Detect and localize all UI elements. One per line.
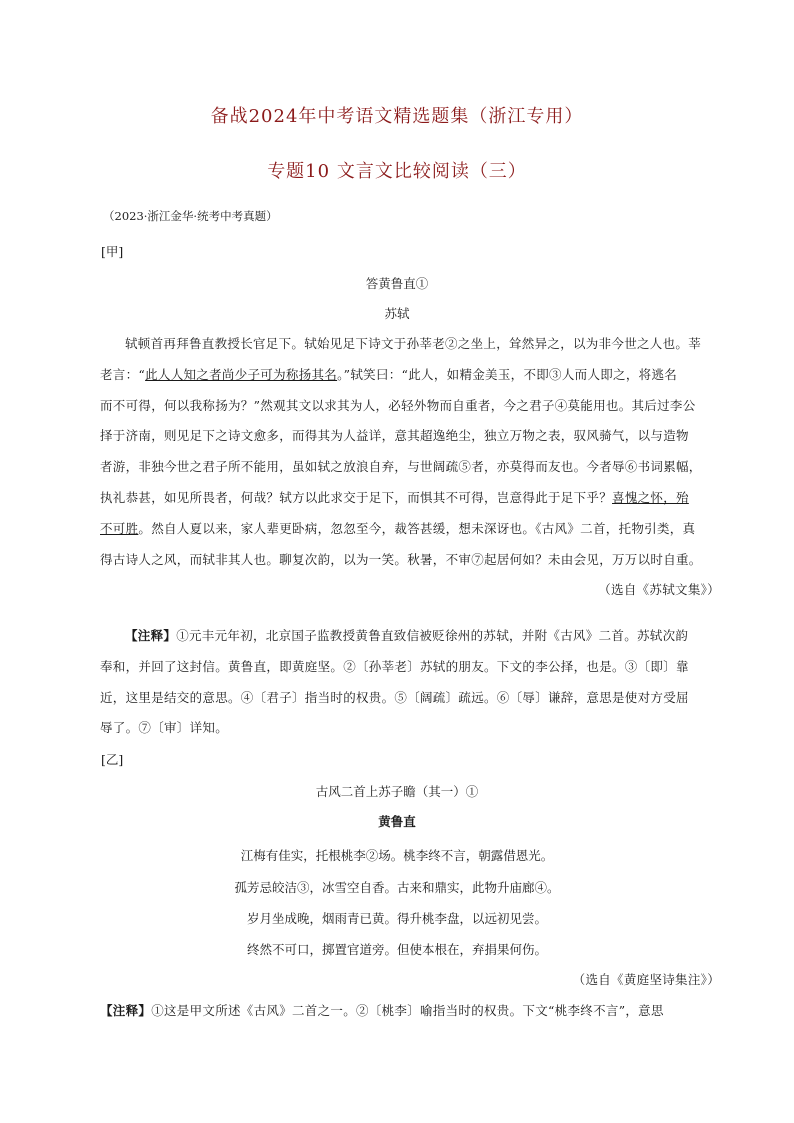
topic-title: 专题10 文言文比较阅读（三） (267, 161, 527, 182)
poem-line: 岁月坐成晚，烟雨青已黄。得升桃李盘，以远初见尝。 (246, 911, 547, 926)
poem-line: 孤芳忌皎洁③，冰雪空自香。古来和鼎实，此物升庙廊④。 (234, 880, 560, 895)
section-label-jia: [甲] (101, 244, 124, 259)
jia-line: 而不可得，何以我称扬为？”然观其文以求其为人，必轻外物而自重者，今之君子④莫能用也。其后过李公 (100, 397, 696, 413)
underlined-phrase: 不可胜 (100, 520, 139, 536)
yi-citation: （选自《黄庭坚诗集注》） (572, 972, 720, 987)
underlined-phrase: 喜愧之怀，殆 (612, 489, 689, 505)
collection-title: 备战2024年中考语文精选题集（浙江专用） (210, 106, 584, 127)
poem-line: 江梅有佳实，托根桃李②场。桃李终不言，朝露借恩光。 (240, 848, 554, 863)
jia-title: 答黄鲁直① (365, 276, 429, 291)
note-label: 【注释】 (100, 1003, 152, 1018)
jia-line-underlined: 执礼恭甚，如见所畏者，何哉？轼方以此求交于足下，而惧其不可得，岂意得此于足下乎？喜愧之怀，殆 (100, 489, 689, 505)
jia-note-line: 辱了。⑦〔审〕详知。 (100, 720, 229, 736)
jia-note-line: 【注释】①元丰元年初，北京国子监教授黄鲁直致信被贬徐州的苏轼，并附《古风》二首。苏轼次韵 (125, 628, 689, 643)
poem-line: 终然不可口，掷置官道旁。但使本根在，弃捐果何伤。 (246, 942, 547, 957)
jia-citation: （选自《苏轼文集》） (598, 582, 720, 598)
jia-note-line: 近，这里是结交的意思。④〔君子〕指当时的权贵。⑤〔阔疏〕疏远。⑥〔辱〕谦辞，意思是使对方受屈 (100, 689, 689, 705)
jia-line: 轼顿首再拜鲁直教授长官足下。轼始见足下诗文于孙莘老②之坐上，耸然异之，以为非今世之人也。莘 (125, 336, 702, 351)
jia-line: 得古诗人之风，而轼非其人也。聊复次韵，以为一笑。秋暑，不审⑦起居何如？未由会见，万万以时自重。 (100, 551, 702, 567)
yi-author: 黄鲁直 (378, 814, 416, 829)
section-label-yi: [乙] (101, 752, 124, 767)
jia-note-line: 奉和，并回了这封信。黄鲁直，即黄庭坚。②〔孙莘老〕苏轼的朋友。下文的李公择，也是。③〔即〕靠 (100, 658, 689, 674)
exam-source-tag: （2023·浙江金华·统考中考真题） (103, 209, 278, 223)
note-label: 【注释】 (125, 628, 177, 643)
jia-notes (100, 621, 720, 744)
jia-line-underlined: 老言：“此人人知之者尚少子可为称扬其名。”轼笑曰：“此人，如精金美玉，不即③人而人即之，将逃名 (100, 366, 678, 382)
jia-line-underlined: 不可胜。然自人夏以来，家人辈更卧病，忽忽至今，裁答甚缓，想未深讶也。《古风》二首，托物引类，真 (100, 520, 696, 536)
jia-line: 择于济南，则见足下之诗文愈多，而得其为人益详，意其超逸绝尘，独立万物之表，驭风骑气，以与造物 (100, 428, 689, 444)
jia-line: 者游，非独今世之君子所不能用，虽如轼之放浪自弃，与世阔疏⑤者，亦莫得而友也。今者辱⑥书词累幅， (100, 459, 702, 475)
jia-passage (100, 329, 720, 606)
yi-note-line: 【注释】①这是甲文所述《古风》二首之一。②〔桃李〕喻指当时的权贵。下文“桃李终不言”，意思 (100, 1003, 664, 1018)
yi-notes (100, 996, 720, 1027)
jia-author: 苏轼 (384, 306, 410, 321)
underlined-phrase: 此人人知之者尚少子可为称扬其名 (145, 366, 338, 382)
yi-title: 古风二首上苏子瞻（其一）① (315, 784, 479, 799)
